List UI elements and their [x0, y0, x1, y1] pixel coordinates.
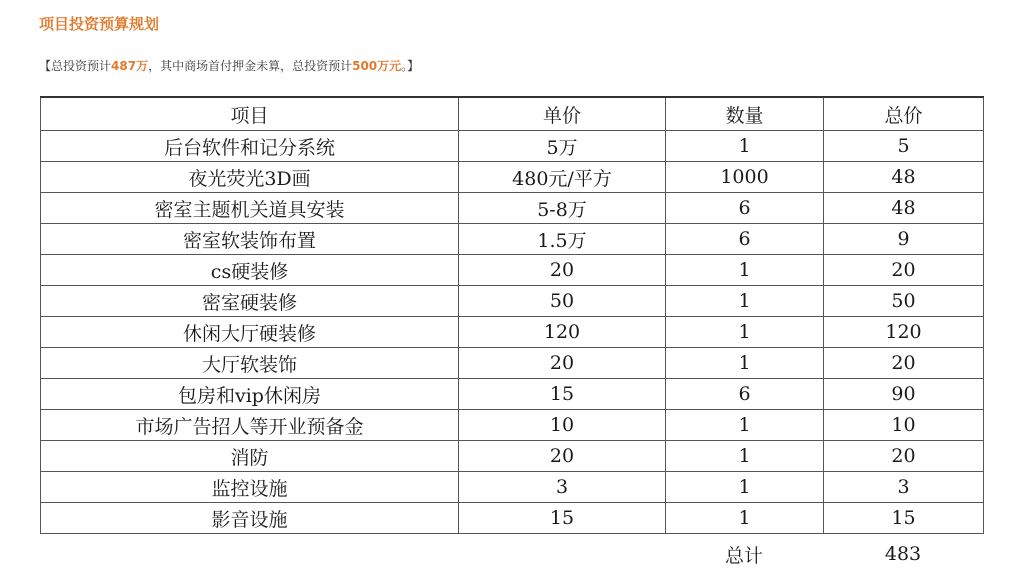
cell-quantity: 6 — [666, 224, 824, 255]
table-row — [41, 317, 984, 348]
cell-quantity: 6 — [666, 193, 824, 224]
cell-item: 影音设施 — [41, 503, 459, 534]
cell-item: 密室硬装修 — [41, 286, 459, 317]
cell-item: 休闲大厅硬装修 — [41, 317, 459, 348]
cell-unit-price: 15 — [459, 503, 666, 534]
page-title: 项目投资预算规划 — [39, 15, 160, 33]
cell-unit-price: 120 — [459, 317, 666, 348]
cell-unit-price: 50 — [459, 286, 666, 317]
table-row — [41, 255, 984, 286]
cell-unit-price: 15 — [459, 379, 666, 410]
table-row — [41, 162, 984, 193]
table-row — [41, 441, 984, 472]
cell-item: 大厅软装饰 — [41, 348, 459, 379]
cell-unit-price: 480元/平方 — [459, 162, 666, 193]
investment-summary — [39, 57, 419, 74]
cell-quantity: 6 — [666, 379, 824, 410]
cell-quantity: 1 — [666, 410, 824, 441]
table-row — [41, 224, 984, 255]
cell-unit-price: 1.5万 — [459, 224, 666, 255]
cell-quantity: 1 — [666, 441, 824, 472]
cell-total-price: 5 — [824, 131, 984, 162]
cell-total-price: 20 — [824, 348, 984, 379]
summary-amount-2: 500万元 — [352, 59, 402, 73]
cell-total-price: 9 — [824, 224, 984, 255]
cell-item: 夜光荧光3D画 — [41, 162, 459, 193]
cell-total-price: 10 — [824, 410, 984, 441]
cell-quantity: 1 — [666, 131, 824, 162]
cell-unit-price: 20 — [459, 255, 666, 286]
table-row — [41, 472, 984, 503]
table-row — [41, 193, 984, 224]
header-quantity: 数量 — [666, 97, 824, 131]
cell-total-price: 50 — [824, 286, 984, 317]
header-item: 项目 — [41, 97, 459, 131]
cell-total-price: 3 — [824, 472, 984, 503]
cell-unit-price: 20 — [459, 441, 666, 472]
cell-total-price: 90 — [824, 379, 984, 410]
header-total-price: 总价 — [824, 97, 984, 131]
cell-total-price: 15 — [824, 503, 984, 534]
cell-quantity: 1 — [666, 503, 824, 534]
table-row — [41, 286, 984, 317]
table-row — [41, 379, 984, 410]
cell-quantity: 1 — [666, 348, 824, 379]
header-unit-price: 单价 — [459, 97, 666, 131]
cell-total-price: 20 — [824, 255, 984, 286]
cell-total-price: 48 — [824, 193, 984, 224]
cell-item: cs硬装修 — [41, 255, 459, 286]
cell-quantity: 1 — [666, 255, 824, 286]
cell-unit-price: 3 — [459, 472, 666, 503]
cell-item: 包房和vip休闲房 — [41, 379, 459, 410]
summary-open: 【总投资预计 — [39, 59, 112, 73]
summary-amount-1: 487万 — [111, 59, 149, 73]
cell-total-price: 48 — [824, 162, 984, 193]
cell-quantity: 1 — [666, 472, 824, 503]
cell-item: 后台软件和记分系统 — [41, 131, 459, 162]
cell-total-price: 120 — [824, 317, 984, 348]
cell-unit-price: 5万 — [459, 131, 666, 162]
cell-item: 市场广告招人等开业预备金 — [41, 410, 459, 441]
summary-middle: ，其中商场首付押金未算，总投资预计 — [148, 59, 353, 73]
cell-total-price: 20 — [824, 441, 984, 472]
table-row — [41, 348, 984, 379]
cell-unit-price: 5-8万 — [459, 193, 666, 224]
table-row — [41, 410, 984, 441]
total-value: 483 — [884, 543, 922, 565]
budget-table — [40, 96, 984, 534]
total-label: 总计 — [724, 544, 763, 567]
cell-unit-price: 10 — [459, 410, 666, 441]
cell-quantity: 1 — [666, 286, 824, 317]
summary-close: 。】 — [401, 59, 420, 73]
total-row — [665, 540, 983, 568]
table-row — [41, 503, 984, 534]
cell-item: 消防 — [41, 441, 459, 472]
cell-item: 监控设施 — [41, 472, 459, 503]
cell-quantity: 1 — [666, 317, 824, 348]
cell-item: 密室主题机关道具安装 — [41, 193, 459, 224]
cell-quantity: 1000 — [666, 162, 824, 193]
cell-unit-price: 20 — [459, 348, 666, 379]
table-header-row — [41, 97, 984, 131]
cell-item: 密室软装饰布置 — [41, 224, 459, 255]
table-row — [41, 131, 984, 162]
